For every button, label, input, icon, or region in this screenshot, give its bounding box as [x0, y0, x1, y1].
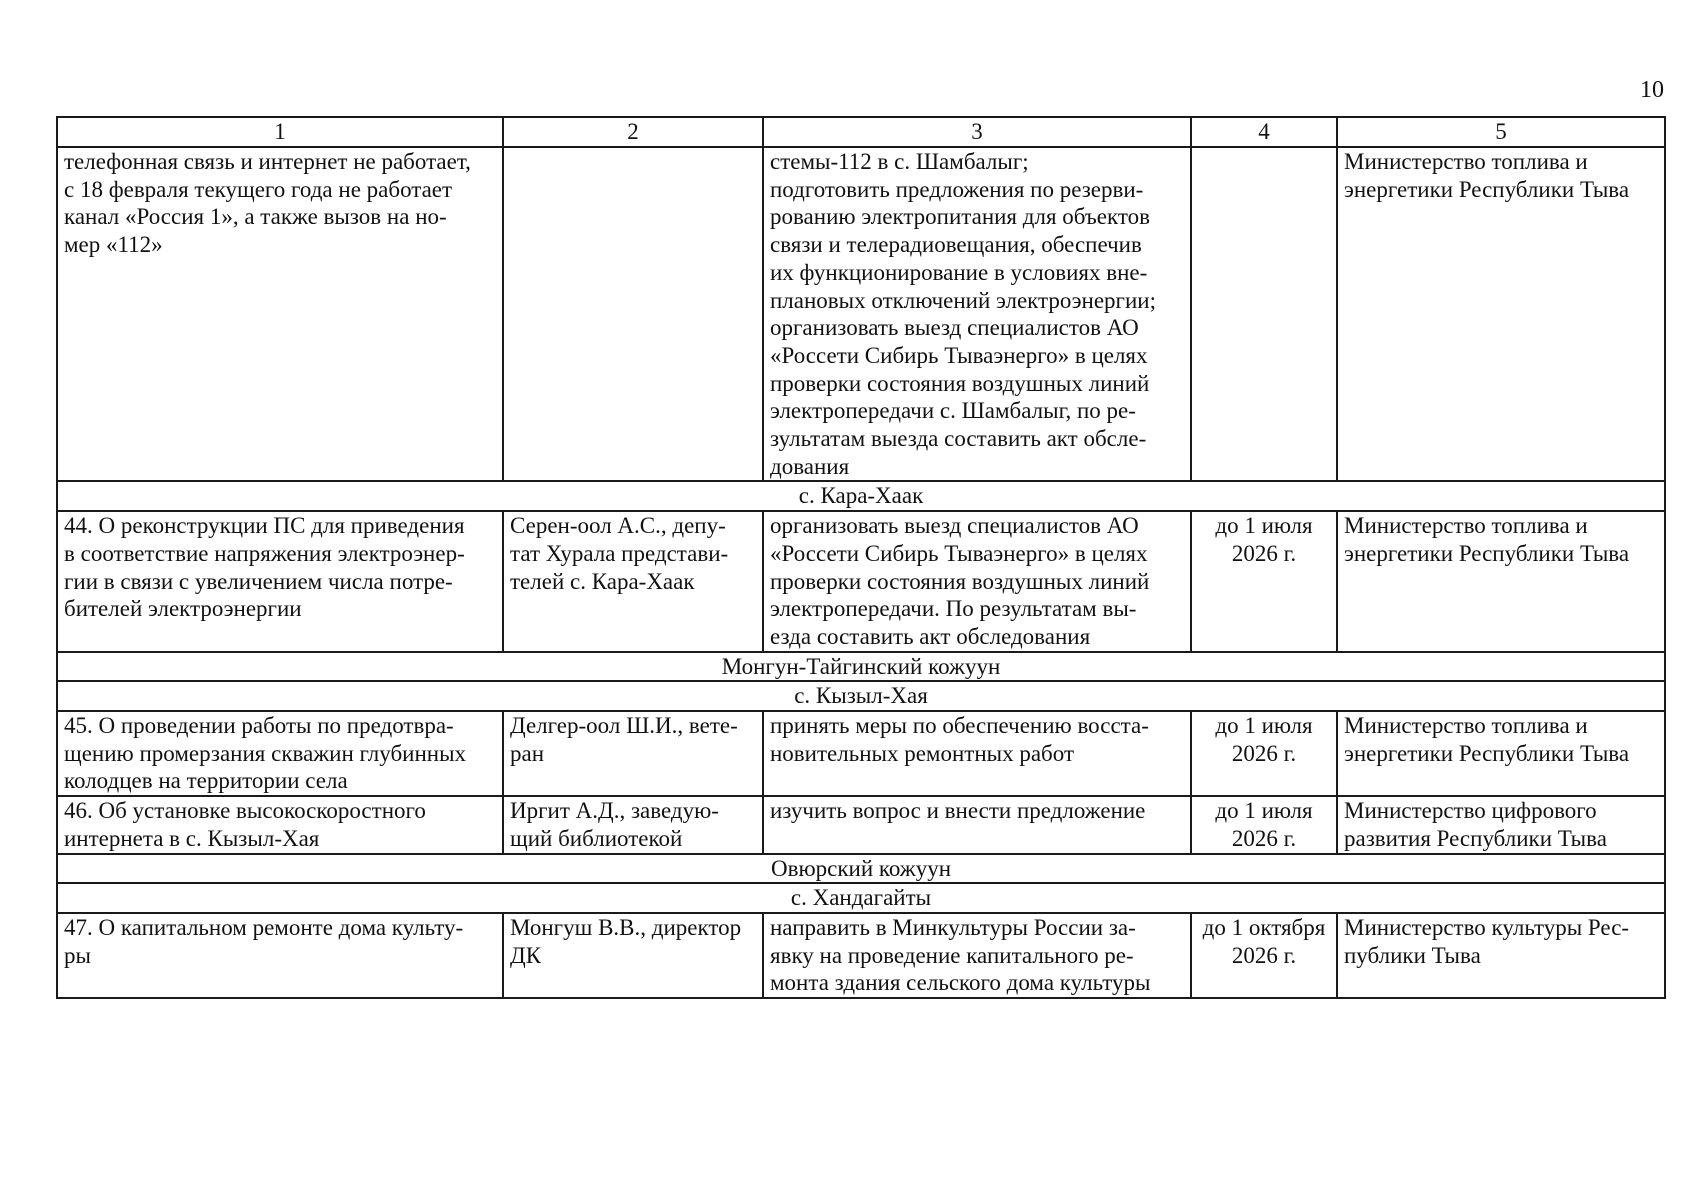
cell-line: Министерство топлива и [1344, 713, 1588, 739]
cell-line: Иргит А.Д., заведую- [510, 798, 719, 824]
cell-line: стемы-112 в с. Шамбалыг; [770, 149, 1029, 174]
cell-line: связи и телерадиовещания, обеспечив [770, 232, 1142, 258]
cell-line: до 1 октября [1202, 914, 1326, 940]
cell-line: электропередачи с. Шамбалыг, по ре- [770, 398, 1136, 424]
cell-line: электропередачи. По результатам вы- [770, 596, 1137, 622]
deadline-cell [1191, 147, 1337, 481]
cell-line: плановых отключений электроэнергии; [770, 287, 1156, 313]
cell-line: гии в связи с увеличением числа потре- [64, 568, 453, 594]
responsible-cell [1337, 711, 1665, 796]
initiator-cell [503, 147, 763, 481]
cell-line: их функционирование в условиях вне- [770, 259, 1148, 285]
cell-line: развития Республики Тыва [1344, 825, 1607, 851]
cell-line: энергетики Республики Тыва [1344, 740, 1630, 766]
action-cell [763, 711, 1191, 796]
column-number: 1 [57, 117, 503, 147]
table-row [57, 796, 1665, 853]
cell-line: энергетики Республики Тыва [1344, 540, 1630, 566]
cell-line: «Россети Сибирь Тываэнерго» в целях [770, 540, 1148, 566]
cell-line: телефонная связь и интернет не работает, [64, 149, 471, 174]
cell-line: энергетики Республики Тыва [1344, 176, 1630, 202]
issue-cell [57, 147, 503, 481]
cell-line: рованию электропитания для объектов [770, 204, 1150, 230]
initiator-cell [503, 796, 763, 853]
section-title: с. Кара-Хаак [57, 481, 1665, 511]
table-row [57, 711, 1665, 796]
cell-line: 47. О капитальном ремонте дома культу- [64, 914, 464, 940]
cell-line: ры [64, 942, 91, 968]
deadline-cell [1191, 796, 1337, 853]
cell-line: зультатам выезда составить акт обсле- [770, 426, 1147, 452]
responsible-cell [1337, 147, 1665, 481]
action-cell [763, 796, 1191, 853]
cell-line: колодцев на территории села [64, 768, 348, 794]
table-row [57, 511, 1665, 652]
cell-line: монта здания сельского дома культуры [770, 970, 1151, 996]
cell-line: 2026 г. [1231, 825, 1297, 851]
cell-line: Министерство топлива и [1344, 149, 1588, 174]
cell-line: 44. О реконструкции ПС для приведения [64, 513, 465, 539]
column-number: 2 [503, 117, 763, 147]
deadline-cell [1191, 913, 1337, 998]
cell-line: организовать выезд специалистов АО [770, 513, 1139, 539]
table-body [57, 117, 1665, 998]
table-row [57, 913, 1665, 998]
cell-line: проверки состояния воздушных линий [770, 370, 1150, 396]
cell-line: щению промерзания скважин глубинных [64, 740, 467, 766]
cell-line: Монгуш В.В., директор [510, 914, 742, 940]
cell-line: Серен-оол А.С., депу- [510, 513, 726, 539]
cell-line: бителей электроэнергии [64, 596, 302, 622]
cell-line: проверки состояния воздушных линий [770, 568, 1150, 594]
cell-line: принять меры по обеспечению восста- [770, 713, 1149, 739]
responsible-cell [1337, 796, 1665, 853]
column-number: 5 [1337, 117, 1665, 147]
cell-line: ДК [510, 942, 542, 968]
cell-line: изучить вопрос и внести предложение [770, 798, 1146, 824]
initiator-cell [503, 711, 763, 796]
section-title: Монгун-Тайгинский кожуун [57, 652, 1665, 682]
cell-line: езда составить акт обследования [770, 623, 1091, 649]
action-cell [763, 147, 1191, 481]
cell-line: ран [510, 740, 545, 766]
cell-line: 45. О проведении работы по предотвра- [64, 713, 454, 739]
cell-line: «Россети Сибирь Тываэнерго» в целях [770, 342, 1148, 368]
page-number: 10 [1640, 77, 1664, 103]
cell-line: Министерство топлива и [1344, 513, 1588, 539]
cell-line: с 18 февраля текущего года не работает [64, 176, 453, 202]
section-title: Овюрский кожуун [57, 854, 1665, 884]
responsible-cell [1337, 511, 1665, 652]
cell-line: 46. Об установке высокоскоростного [64, 798, 426, 824]
section-row [57, 652, 1665, 682]
cell-line: тат Хурала представи- [510, 540, 729, 566]
cell-line: щий библиотекой [510, 825, 683, 851]
cell-line: Министерство культуры Рес- [1344, 914, 1630, 940]
section-row [57, 681, 1665, 711]
section-row [57, 481, 1665, 511]
table-row [57, 147, 1665, 481]
cell-line: 2026 г. [1231, 540, 1297, 566]
cell-line: до 1 июля [1215, 798, 1313, 824]
cell-line: подготовить предложения по резерви- [770, 176, 1144, 202]
cell-line: публики Тыва [1344, 942, 1481, 968]
cell-line: до 1 июля [1215, 713, 1313, 739]
cell-line: мер «112» [64, 232, 163, 258]
cell-line: канал «Россия 1», а также вызов на но- [64, 204, 447, 230]
issue-cell [57, 511, 503, 652]
initiator-cell [503, 913, 763, 998]
section-title: с. Хандагайты [57, 883, 1665, 913]
column-number: 3 [763, 117, 1191, 147]
section-title: с. Кызыл-Хая [57, 681, 1665, 711]
action-cell [763, 913, 1191, 998]
cell-line: Министерство цифрового [1344, 798, 1597, 824]
column-number: 4 [1191, 117, 1337, 147]
cell-line: до 1 июля [1215, 513, 1313, 539]
issue-cell [57, 913, 503, 998]
responsible-cell [1337, 913, 1665, 998]
cell-line: 2026 г. [1231, 740, 1297, 766]
cell-line: телей с. Кара-Хаак [510, 568, 695, 594]
cell-line: в соответствие напряжения электроэнер- [64, 540, 465, 566]
decision-table [56, 116, 1666, 999]
cell-line: 2026 г. [1231, 942, 1297, 968]
cell-line: дования [770, 453, 850, 479]
cell-line: явку на проведение капитального ре- [770, 942, 1134, 968]
action-cell [763, 511, 1191, 652]
issue-cell [57, 796, 503, 853]
section-row [57, 883, 1665, 913]
deadline-cell [1191, 711, 1337, 796]
issue-cell [57, 711, 503, 796]
cell-line: Делгер-оол Ш.И., вете- [510, 713, 738, 739]
column-number-row [57, 117, 1665, 147]
initiator-cell [503, 511, 763, 652]
cell-line: направить в Минкультуры России за- [770, 914, 1136, 940]
deadline-cell [1191, 511, 1337, 652]
cell-line: интернета в с. Кызыл-Хая [64, 825, 320, 851]
cell-line: организовать выезд специалистов АО [770, 315, 1139, 341]
cell-line: новительных ремонтных работ [770, 740, 1075, 766]
section-row [57, 854, 1665, 884]
